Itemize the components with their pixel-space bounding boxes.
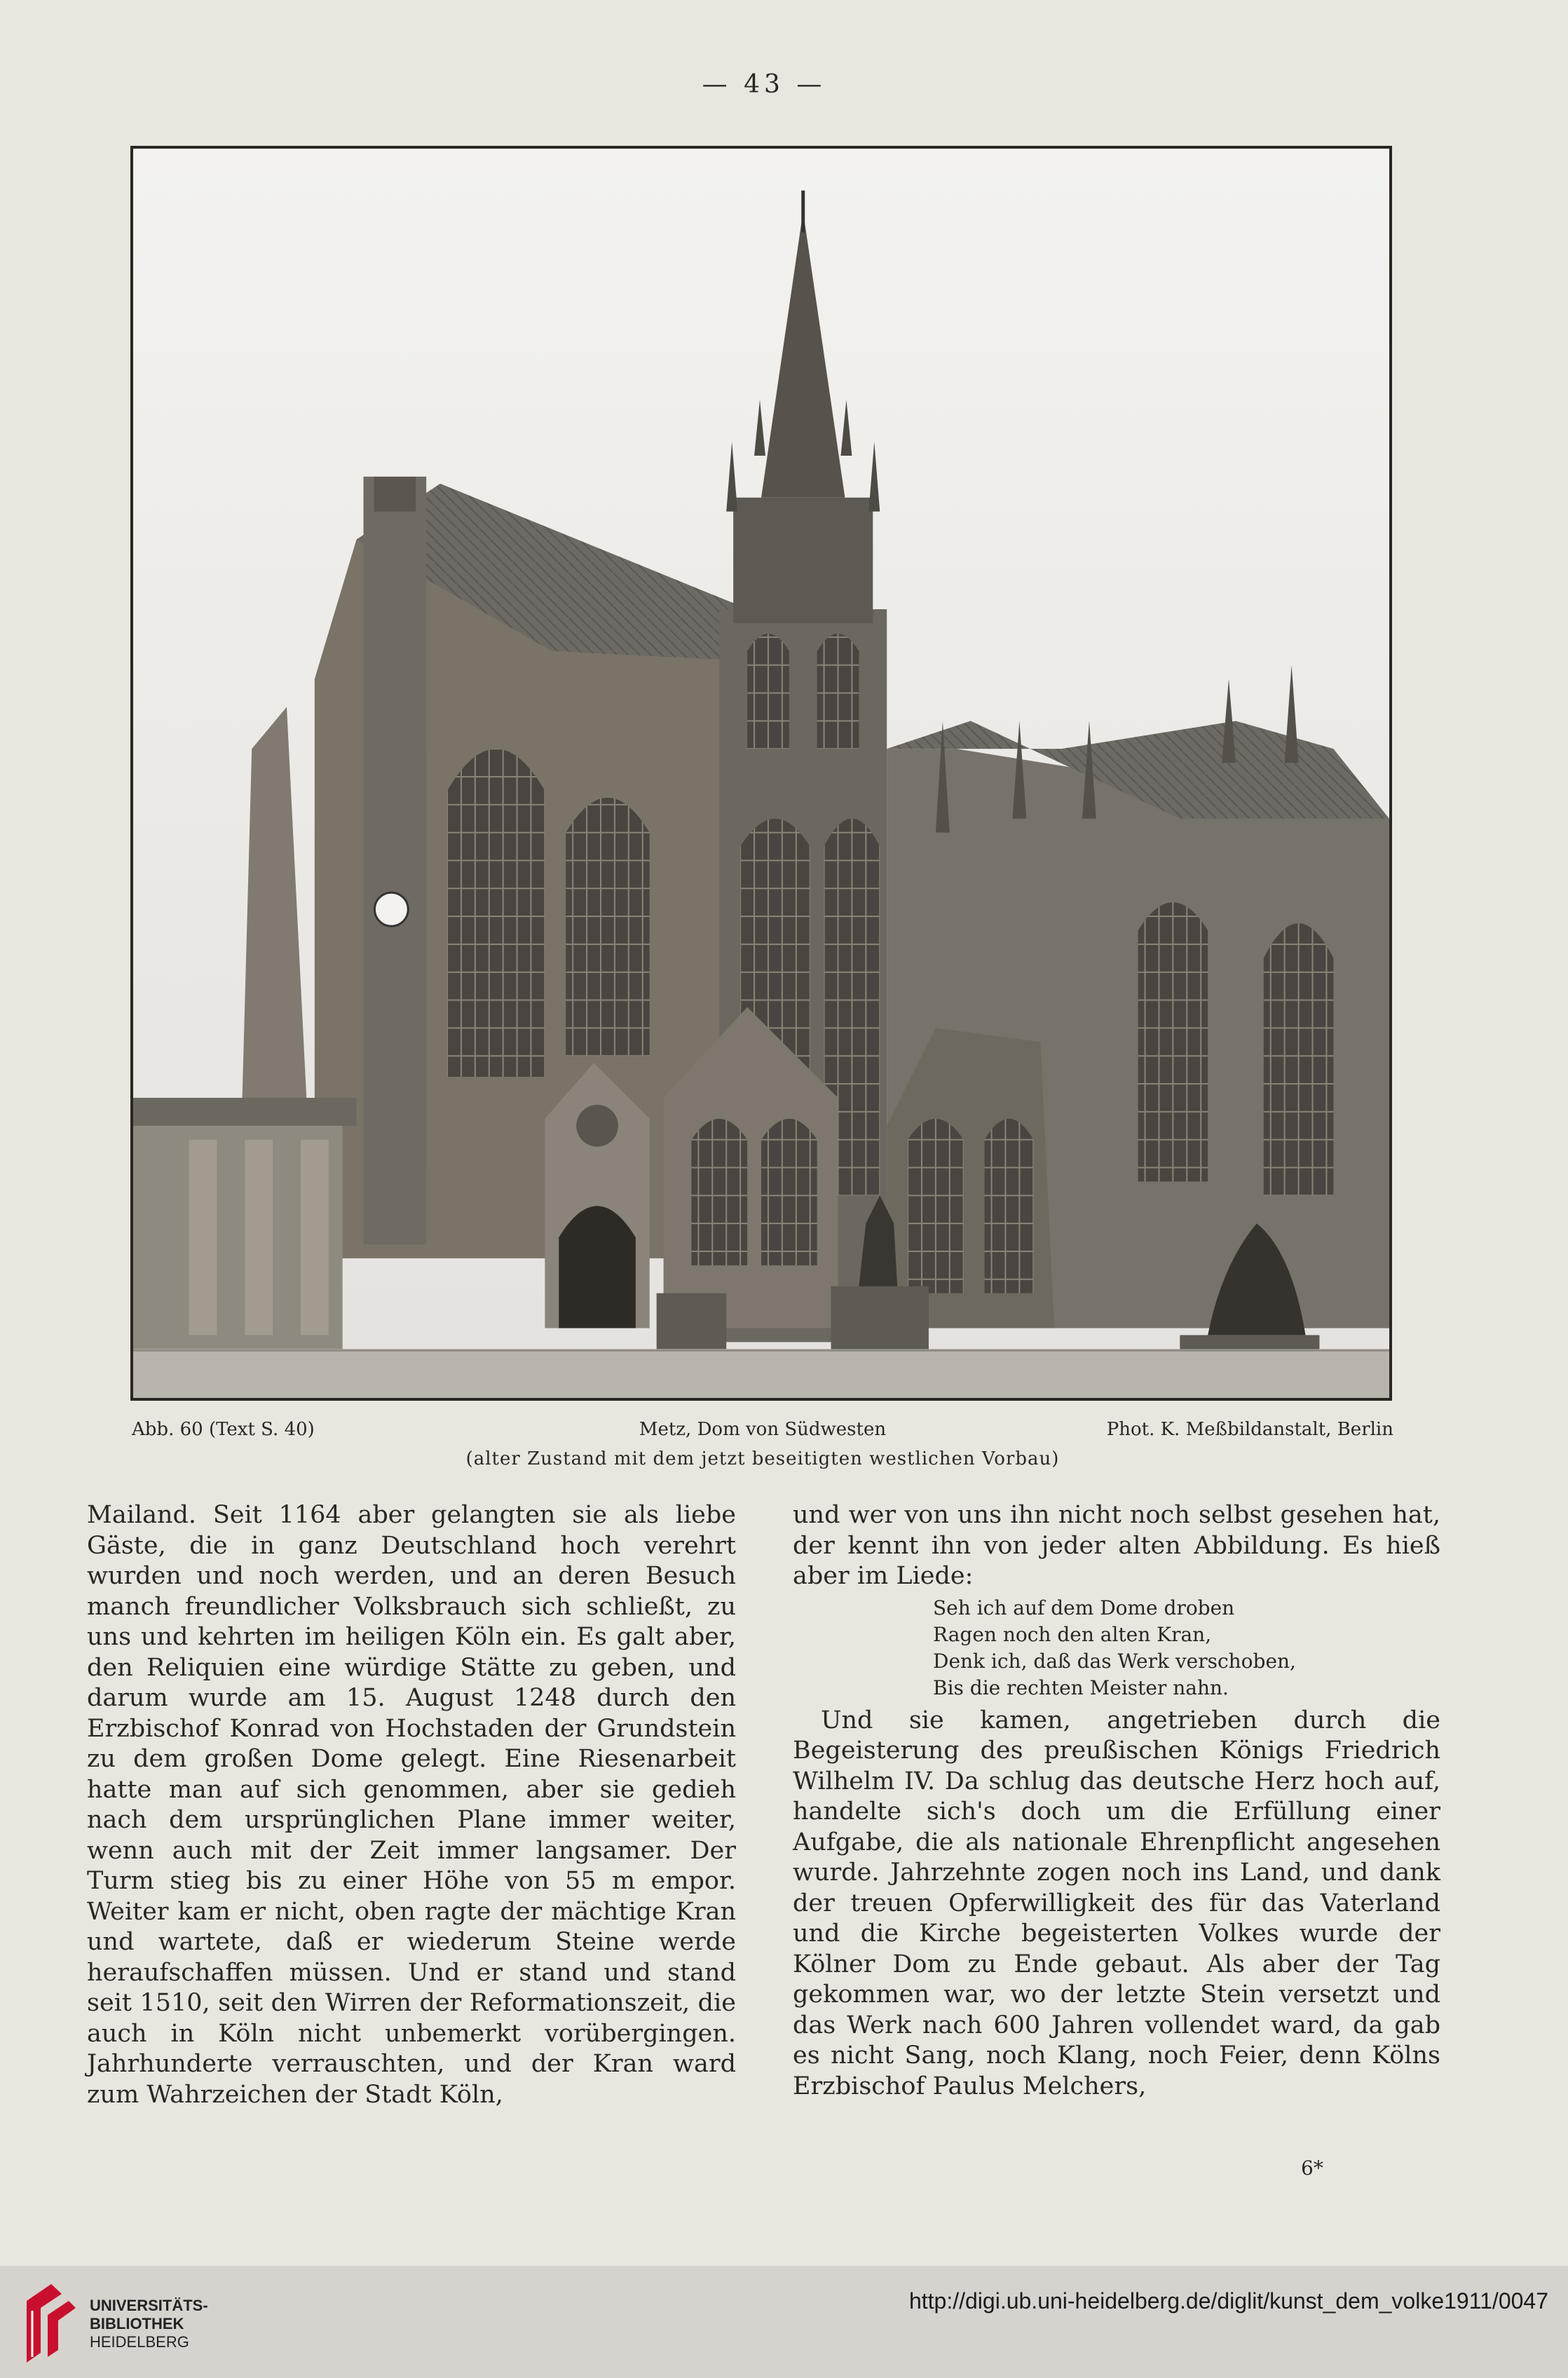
ub-heidelberg-logo-icon[interactable]: [20, 2280, 80, 2364]
signature-mark: 6*: [1301, 2156, 1323, 2180]
source-url-link[interactable]: http://digi.ub.uni-heidelberg.de/diglit/kunst_dem_volke1911/0047: [908, 2288, 1548, 2314]
poem: [933, 1595, 1440, 1701]
figure-caption: [132, 1419, 1393, 1447]
library-line: HEIDELBERG: [90, 2333, 189, 2351]
paragraph-continuation: Und sie kamen, angetrieben durch die Begeisterung des preußischen Königs Friedrich Wilhelm IV. Da schlug das deutsche Herz hoch auf, handelte sich's doch um die Erfüllung einer Aufgabe, die als nationale Ehrenpflicht angesehen wurde. Jahrzehnte zogen noch ins Land, und dank der treuen Opferwilligkeit des für das Vaterland und die Kirche begeisterten Volkes wurde der Kölner Dom zu Ende gebaut. Als aber der Tag gekommen war, wo der letzte Stein versetzt und das Werk nach 600 Jahren vollendet ward, da gab es nicht Sang, noch Klang, noch Feier, denn Kölns Erzbischof Paulus Melchers,: [793, 1706, 1440, 2100]
poem-line: Seh ich auf dem Dome droben: [933, 1596, 1235, 1619]
caption-subtitle: (alter Zustand mit dem jetzt beseitigten westlichen Vorbau): [465, 1448, 1060, 1469]
paragraph-intro: und wer von uns ihn nicht noch selbst gesehen hat, der kennt ihn von jeder alten Abbildung. Es hieß aber im Liede:: [793, 1501, 1440, 1590]
caption-title: Metz, Dom von Südwesten: [639, 1419, 887, 1440]
library-line: UNIVERSITÄTS-: [90, 2297, 208, 2314]
text-column-left: [87, 1500, 736, 2110]
caption-photo-credit: Phot. K. Meßbildanstalt, Berlin: [1106, 1419, 1393, 1440]
library-name: [90, 2297, 208, 2351]
library-line: BIBLIOTHEK: [90, 2315, 184, 2332]
poem-line: Bis die rechten Meister nahn.: [933, 1676, 1229, 1699]
poem-line: Denk ich, daß das Werk verschoben,: [933, 1649, 1296, 1673]
caption-figure-ref: Abb. 60 (Text S. 40): [132, 1419, 315, 1440]
footer-bar: [0, 2266, 1568, 2378]
text-column-right: [793, 1500, 1440, 2102]
paragraph: Mailand. Seit 1164 aber gelangten sie als liebe Gäste, die in ganz Deutschland hoch verehrt wurden und noch werden, und an deren Besuch manch freundlicher Volksbrauch sich schließt, zu uns und kehrten im heiligen Köln ein. Es galt aber, den Reliquien eine würdige Stätte zu geben, und darum wurde am 15. August 1248 durch den Erzbischof Konrad von Hochstaden der Grundstein zu dem großen Dome gelegt. Eine Riesenarbeit hatte man auf sich genommen, aber sie gedieh nach dem ursprünglichen Plane immer weiter, wenn auch mit der Zeit immer langsamer. Der Turm stieg bis zu einer Höhe von 55 m empor. Weiter kam er nicht, oben ragte der mächtige Kran und wartete, daß er wiederum Steine werde heraufschaffen müssen. Und er stand und stand seit 1510, seit den Wirren der Reformationszeit, die auch in Köln nicht unbemerkt vorübergingen. Jahrhunderte verrauschten, und der Kran ward zum Wahrzeichen der Stadt Köln,: [87, 1501, 736, 2109]
poem-line: Ragen noch den alten Kran,: [933, 1622, 1212, 1646]
cathedral-illustration: [133, 149, 1389, 1398]
page-number: — 43 —: [702, 70, 826, 99]
cathedral-photo: [130, 146, 1392, 1401]
